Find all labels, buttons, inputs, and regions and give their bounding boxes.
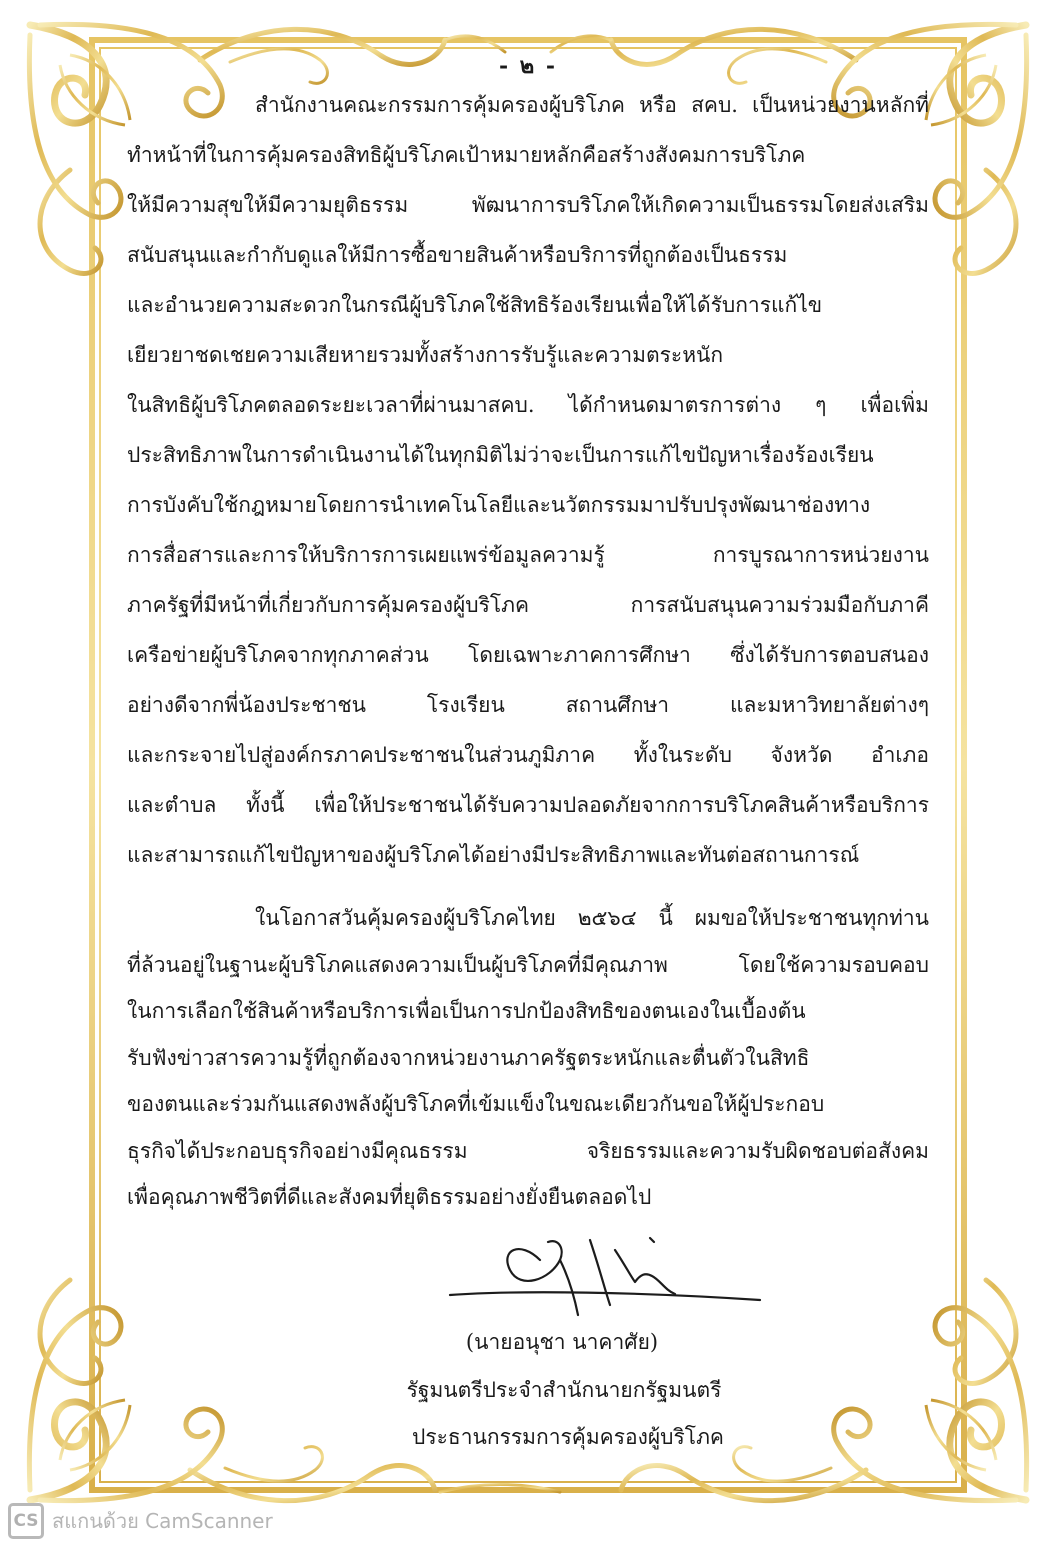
paragraph-line: และสามารถแก้ไขปัญหาของผู้บริโภคได้อย่างมีประสิทธิภาพและทันต่อสถานการณ์ <box>127 843 860 867</box>
paragraph-line: การสื่อสารและการให้บริการการเผยแพร่ข้อมูลความรู้ การบูรณาการหน่วยงาน <box>127 543 929 567</box>
paragraph-line: เยียวยาชดเชยความเสียหายรวมทั้งสร้างการรับรู้และความตระหนัก <box>127 343 724 367</box>
paragraph-line: และอำนวยความสะดวกในกรณีผู้บริโภคใช้สิทธิร้องเรียนเพื่อให้ได้รับการแก้ไข <box>127 293 823 317</box>
paragraph-line: ในการเลือกใช้สินค้าหรือบริการเพื่อเป็นการปกป้องสิทธิของตนเองในเบื้องต้น <box>127 999 806 1023</box>
paragraph-line: การบังคับใช้กฎหมายโดยการนำเทคโนโลยีและนวัตกรรมมาปรับปรุงพัฒนาช่องทาง <box>127 493 871 517</box>
signatory-title: รัฐมนตรีประจำสำนักนายกรัฐมนตรี <box>406 1378 722 1402</box>
paragraph-line: สำนักงานคณะกรรมการคุ้มครองผู้บริโภค หรือ สคบ. เป็นหน่วยงานหลักที่ <box>255 93 929 117</box>
paragraph-line: ของตนและร่วมกันแสดงพลังผู้บริโภคที่เข้มแข็งในขณะเดียวกันขอให้ผู้ประกอบ <box>127 1092 825 1116</box>
camscanner-text: สแกนด้วย CamScanner <box>52 1509 273 1533</box>
paragraph-line: ประสิทธิภาพในการดำเนินงานได้ในทุกมิติไม่ว่าจะเป็นการแก้ไขปัญหาเรื่องร้องเรียน <box>127 443 874 467</box>
camscanner-logo: CS <box>8 1503 44 1539</box>
paragraph-line: และกระจายไปสู่องค์กรภาคประชาชนในส่วนภูมิภาค ทั้งในระดับ จังหวัด อำเภอ <box>127 743 929 767</box>
paragraph-line: ในโอกาสวันคุ้มครองผู้บริโภคไทย ๒๕๖๔ นี้ ผมขอให้ประชาชนทุกท่าน <box>255 906 929 930</box>
handwritten-signature <box>440 1220 770 1330</box>
paragraph-line: เครือข่ายผู้บริโภคจากทุกภาคส่วน โดยเฉพาะภาคการศึกษา ซึ่งได้รับการตอบสนอง <box>127 643 929 667</box>
paragraph-line: รับฟังข่าวสารความรู้ที่ถูกต้องจากหน่วยงานภาครัฐตระหนักและตื่นตัวในสิทธิ <box>127 1045 810 1070</box>
paragraph-line: อย่างดีจากพี่น้องประชาชน โรงเรียน สถานศึกษา และมหาวิทยาลัยต่างๆ <box>127 693 929 717</box>
paragraph-line: ในสิทธิผู้บริโภคตลอดระยะเวลาที่ผ่านมาสคบ. ได้กำหนดมาตรการต่าง ๆ เพื่อเพิ่ม <box>127 393 929 417</box>
paragraph-line: และตำบล ทั้งนี้ เพื่อให้ประชาชนได้รับความปลอดภัยจากการบริโภคสินค้าหรือบริการ <box>127 793 929 817</box>
paragraph-line: ให้มีความสุขให้มีความยุติธรรม พัฒนาการบริโภคให้เกิดความเป็นธรรมโดยส่งเสริม <box>127 193 929 217</box>
paragraph-line: เพื่อคุณภาพชีวิตที่ดีและสังคมที่ยุติธรรมอย่างยั่งยืนตลอดไป <box>127 1185 652 1209</box>
page-number: - ๒ - <box>498 53 558 79</box>
paragraph-line: ธุรกิจได้ประกอบธุรกิจอย่างมีคุณธรรม จริยธรรมและความรับผิดชอบต่อสังคม <box>127 1138 929 1163</box>
signatory-name: (นายอนุชา นาคาศัย) <box>465 1330 659 1354</box>
paragraph-line: ที่ล้วนอยู่ในฐานะผู้บริโภคแสดงความเป็นผู้บริโภคที่มีคุณภาพ โดยใช้ความรอบคอบ <box>127 952 929 977</box>
paragraph-line: ทำหน้าที่ในการคุ้มครองสิทธิผู้บริโภคเป้าหมายหลักคือสร้างสังคมการบริโภค <box>127 143 806 167</box>
paragraph-line: สนับสนุนและกำกับดูแลให้มีการซื้อขายสินค้าหรือบริการที่ถูกต้องเป็นธรรม <box>127 243 788 267</box>
camscanner-watermark <box>8 1503 273 1539</box>
signatory-title-2: ประธานกรรมการคุ้มครองผู้บริโภค <box>412 1425 724 1449</box>
paragraph-line: ภาครัฐที่มีหน้าที่เกี่ยวกับการคุ้มครองผู้บริโภค การสนับสนุนความร่วมมือกับภาคี <box>127 593 929 617</box>
